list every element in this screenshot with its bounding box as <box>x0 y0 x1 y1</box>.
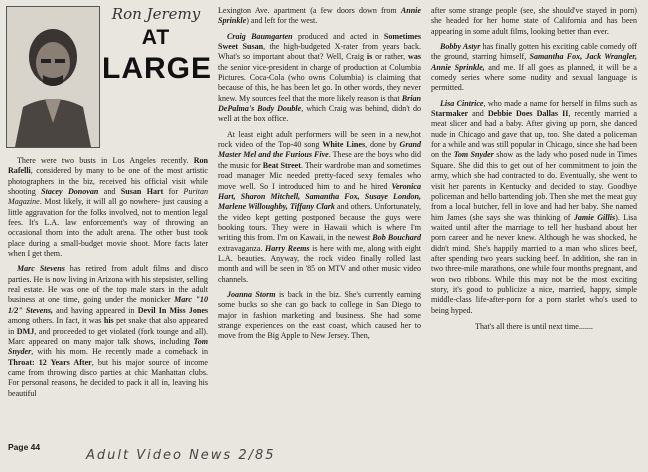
column-3 <box>431 6 637 337</box>
author-photo <box>6 6 100 148</box>
paragraph: after some strange people (see, she should've stayed in porn) she headed for her home state of California and has been appearing in some adult films, looking better than ever. <box>431 6 637 36</box>
paragraph: Bobby Astyr has finally gotten his exciting cable comedy off the ground, starring himself, Samantha Fox, Jack Wrangler, Annie Sprinkle, and me. If all goes as planned, it will be a comedy series where some nudity and sexual language is permitted. <box>431 42 637 93</box>
paragraph: Joanna Storm is back in the biz. She's currently earning some bucks so she can go back to college in San Diego to major in fashion marketing and business. She had some strange experiences on the east coast, which caused her to move from the Big Apple to New Jersey. Then, <box>218 289 421 341</box>
page-number: Page 44 <box>8 442 41 452</box>
paragraph: At least eight adult performers will be seen in a new,hot rock video of the Top-40 song White Lines, done by Grand Master Mel and the Furious Five. These are the boys who did the music for Beat Street. Their wardrobe man and sometimes road manager Mic needed pretty-faced sexy females who move well. So I introduced him to and he hired Veronica Hart, Sharon Mitchell, Samantha Fox, Susaye London, Marlene Willoughby, Tiffany Clark and others. Unfortunately, the video kept getting postponed because the guys were booking tours. They were in Hawaii which is where I'm writing this from. I'm on Kawaii, in the newest Bob Bouchard extravaganza. Harry Reems is here with me, along with eight L.A. beauties. Anyway, the rock video finally rolled last month and will be seen in '85 on MTV and other music video channels. <box>218 129 421 284</box>
title-large: LARGE <box>102 52 212 85</box>
column-header <box>6 6 210 150</box>
portrait-illustration <box>7 7 99 147</box>
paragraph: There were two busts in Los Angeles recently. Ron Rafelli, considered by many to be one of the most artistic photographers in the biz, received his official visit while shooting Stacey Donovan and Susan Hart for Puritan Magazine. Most likely, it will all go nowhere- just causing a little aggravation for the folks involved, not to mention legal fees. It's L.A. law enforcement's way of throwing an occasional thorn into the adult arena. The other bust took place during a small-budget movie shoot. More facts later when I get them. <box>8 156 208 259</box>
paragraph: Craig Baumgarten produced and acted in Sometimes Sweet Susan, the high-budgeted X-rater from years back. What's so important about that? Well, Craig is or rather, was the senior vice-president in charge of production at Columbia Pictures. Coca-Cola (who owns Columbia) is claiming that because of this, he has been let go. In other words, they never knew. My sources feel that the more likely reason is that Brian DePalma's Body Double, which Craig was behind, didn't do well at the box office. <box>218 31 422 124</box>
title-name: Ron Jeremy <box>111 5 201 23</box>
sign-off: That's all there is until next time....... <box>475 321 593 331</box>
column-title <box>102 6 210 86</box>
paragraph: Lexington Ave. apartment (a few doors down from Annie Sprinkle) and left for the west. <box>218 6 421 26</box>
paragraph: Marc Stevens has retired from adult films and disco parties. He is now living in Arizona with his stepsister, selling real estate. He was one of the top male stars in the adult business at one time, going under the monicker Marc "10 1/2" Stevens, and having appeared in Devil In Miss Jones among others. In fact, it was his pet snake that also appeared in DMJ, and proceeded to get violated (fork tounge and all). Marc appeared on many major talk shows, including Tom Snyder, with his mom. He recently made a comeback in Throat: 12 Years After, but his major source of income came from throwing disco parties at chic Manhattan clubs. For personal reasons, he decided to pack it all in, leaving his beautiful <box>8 264 209 398</box>
column-1 <box>8 156 208 404</box>
handwritten-note: Adult Video News 2/85 <box>86 448 276 463</box>
paragraph: Lisa Cintrice, who made a name for herself in films such as Starmaker and Debbie Does Dallas II, recently married a meat slicer and had a baby. After giving up porn, she danced nude in Chicago and gave that up, too. She dated a policeman for a while and was still popular in Chicago, since she had been on the Tom Snyder show as the lady who posed nude in Times Square. She did this to get out of her commitment to join the army, which she had contracted to do. Eventually, she went to visit her parents in Kentucky and decided to stay. Goodbye policeman and hello bartending job. Then she met the meat guy from a local butcher, fell in love and had her baby. She named him James (she says she was thinking of Jamie Gillis). Lisa waited until after the marriage to tell her husband about her porn career and he never knew. Although he was shocked, he didn't mind. She's happily married to a man who slices beef, after spending two years sucking beef. In addition, she ran in two three-mile marathons, one while four months pregnant, and won two ribbons. While this may not be the most exciting story, it's good to publicize a nice, married, happy, simple middle-class life-after-porn for a porn starlet who's used to being hyped. <box>431 98 638 315</box>
column-2 <box>218 6 421 347</box>
title-at: AT <box>141 26 171 49</box>
